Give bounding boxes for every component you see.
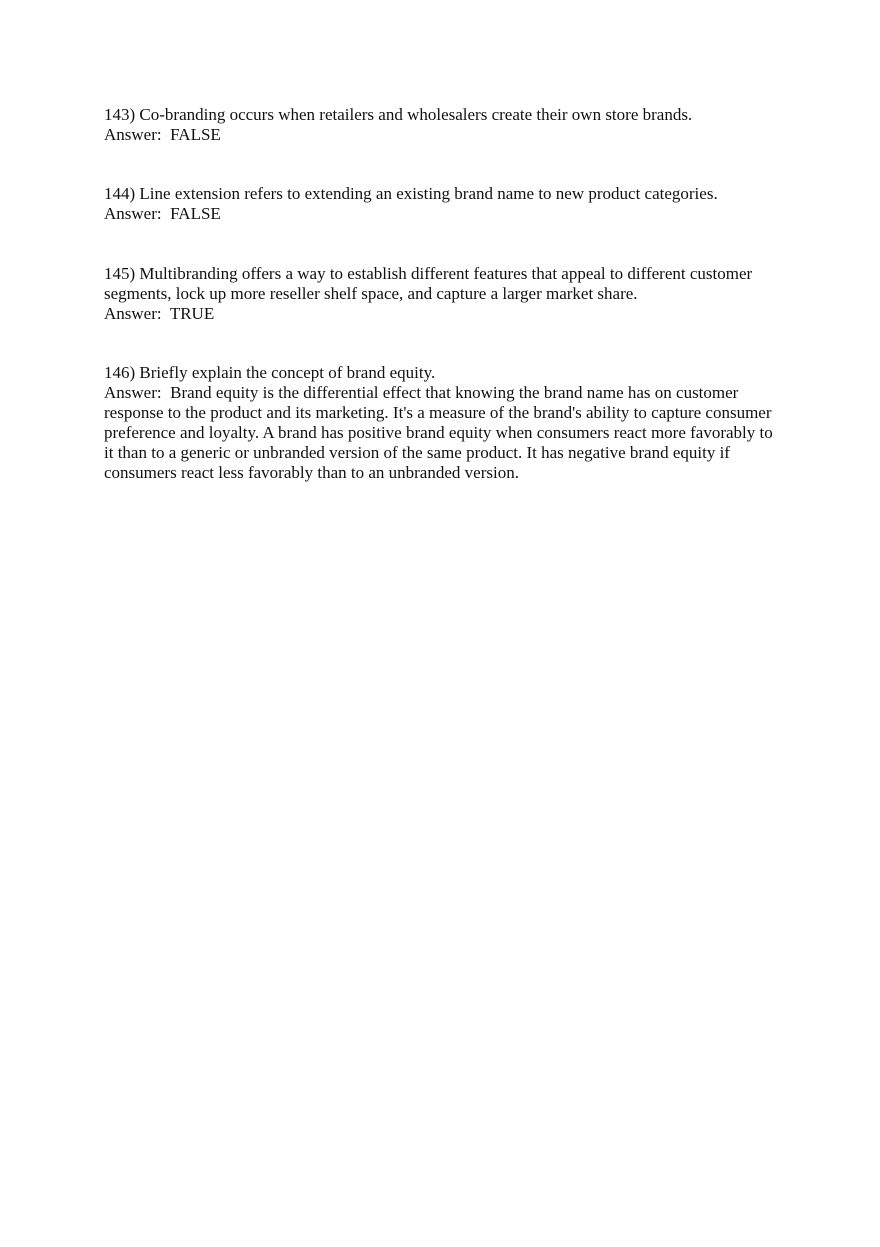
answer-text: FALSE (170, 204, 221, 223)
answer-label: Answer: (104, 304, 162, 323)
question-text: 145) Multibranding offers a way to establish different features that appeal to different customer segments, lock up more reseller shelf space, and capture a larger market share. (104, 264, 753, 303)
answer-text: TRUE (169, 304, 215, 323)
question-block-143 (104, 105, 784, 145)
answer-line (104, 204, 784, 224)
answer-text: Brand equity is the differential effect that knowing the brand name has on customer response to the product and its marketing. It's a measure of the brand's ability to capture consumer preference and loyalty. A brand has positive brand equity when consumers react more favorably to it than to a generic or unbranded version of the same product. It has negative brand equity if consumers react less favorably than to an unbranded version. (104, 383, 773, 482)
question-text: 144) Line extension refers to extending an existing brand name to new product categories. (104, 184, 718, 203)
question-block-144 (104, 184, 784, 224)
question-text: 146) Briefly explain the concept of brand equity. (104, 363, 436, 382)
answer-label: Answer: (104, 204, 162, 223)
answer-line (104, 304, 784, 324)
question-block-146 (104, 363, 784, 483)
answer-text: FALSE (170, 125, 221, 144)
answer-line (104, 383, 784, 483)
question-text: 143) Co-branding occurs when retailers and wholesalers create their own store brands. (104, 105, 693, 124)
question-block-145 (104, 264, 784, 324)
answer-label: Answer: (104, 383, 162, 402)
answer-line (104, 125, 784, 145)
answer-label: Answer: (104, 125, 162, 144)
